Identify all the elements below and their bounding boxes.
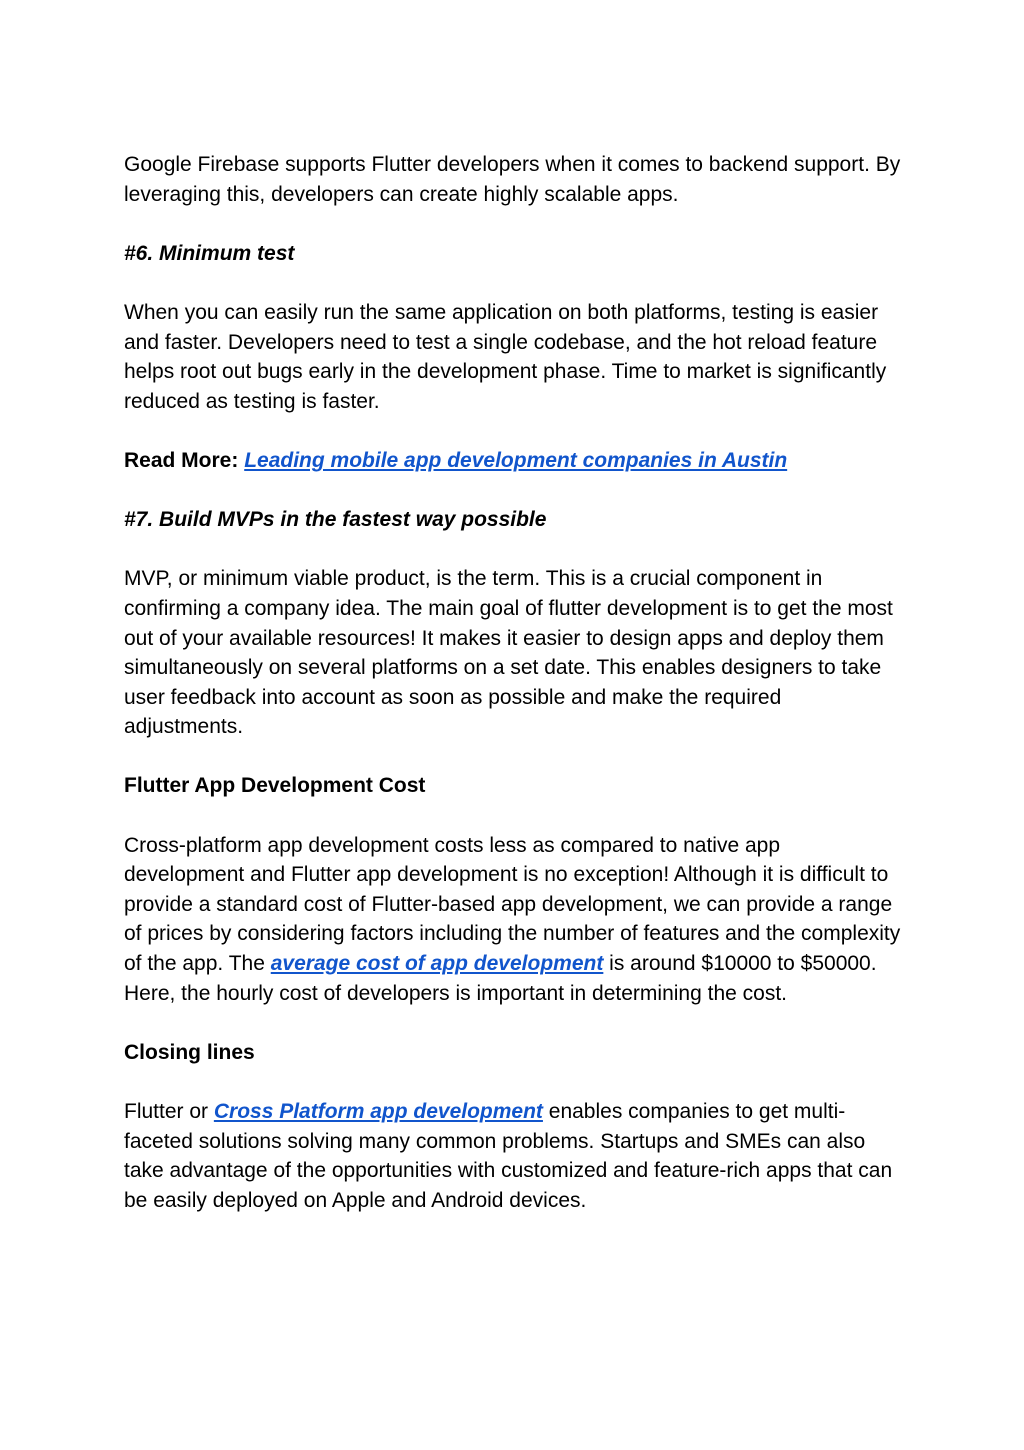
paragraph-closing bbox=[124, 1097, 904, 1215]
closing-text-before: Flutter or bbox=[124, 1100, 214, 1123]
read-more-label: Read More: bbox=[124, 448, 239, 472]
paragraph-mvp: MVP, or minimum viable product, is the term. This is a crucial component in confirming a company idea. The main goal of flutter development is to get the most out of your available resources! It makes it easier to design apps and deploy them simultaneously on several platforms on a set date. This enables designers to take user feedback into account as soon as possible and make the required adjustments. bbox=[124, 567, 893, 739]
average-cost-link[interactable]: average cost of app development bbox=[270, 952, 604, 976]
heading-minimum-test: #6. Minimum test bbox=[124, 241, 295, 265]
document-page bbox=[124, 150, 904, 1215]
paragraph-cost bbox=[124, 831, 904, 1009]
paragraph-testing: When you can easily run the same application on both platforms, testing is easier and faster. Developers need to test a single codebase, and the hot reload feature helps root out bugs early in the development phase. Time to market is significantly reduced as testing is faster. bbox=[124, 300, 887, 413]
austin-companies-link[interactable]: Leading mobile app development companies in Austin bbox=[244, 448, 788, 472]
read-more-line bbox=[124, 446, 904, 476]
heading-dev-cost: Flutter App Development Cost bbox=[124, 774, 426, 798]
cost-text-before: Cross-platform app development costs less as compared to native app development and Flutter app development is no exception! Although it is difficult to provide a standard cost of Flutter-based app development, we can provide a range of prices by considering factors including the number of features and the complexity of the app. The bbox=[124, 833, 901, 976]
paragraph-firebase: Google Firebase supports Flutter developers when it comes to backend support. By leveraging this, developers can create highly scalable apps. bbox=[124, 153, 901, 206]
heading-closing-lines: Closing lines bbox=[124, 1040, 255, 1064]
cost-text-after: is around $10000 to $50000. Here, the hourly cost of developers is important in determining the cost. bbox=[124, 952, 877, 1005]
cross-platform-link[interactable]: Cross Platform app development bbox=[213, 1100, 543, 1123]
closing-text-after: enables companies to get multi-faceted solutions solving many common problems. Startups and SMEs can also take advantage of the opportunities with customized and feature-rich apps that can be easily deployed on Apple and Android devices. bbox=[124, 1100, 893, 1212]
heading-build-mvps: #7. Build MVPs in the fastest way possible bbox=[124, 508, 547, 532]
